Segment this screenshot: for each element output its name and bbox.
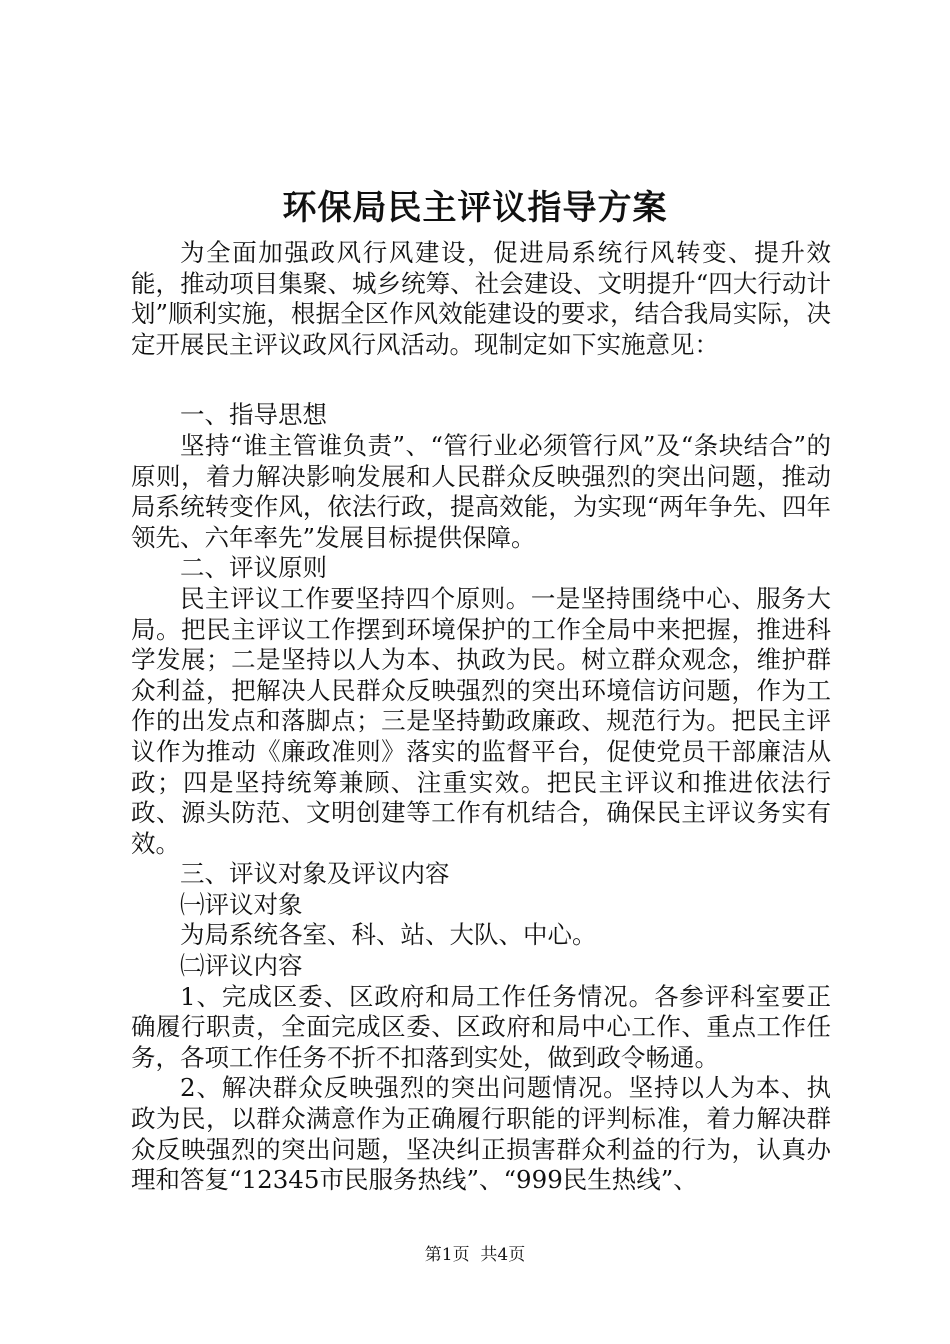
subheading-content: ㈡评议内容 (180, 951, 303, 981)
page-footer: 第1页 共4页 (424, 1245, 526, 1265)
paragraph-content-item-1: 1、完成区委、区政府和局工作任务情况。各参评科室要正确履行职责，全面完成区委、区政府和局中心工作、重点工作任务，各项工作任务不折不扣落到实处，做到政令畅通。 (131, 981, 831, 1072)
paragraph-guiding-thought: 坚持“谁主管谁负责”、“管行业必须管行风”及“条块结合”的原则，着力解决影响发展和人民群众反映强烈的突出问题，推动局系统转变作风，依法行政，提高效能，为实现“两年争先、四年领先、六年率先”发展目标提供保障。 (131, 430, 831, 552)
document-title: 环保局民主评议指导方案 (282, 188, 668, 228)
section-heading-objects-content: 三、评议对象及评议内容 (180, 859, 450, 889)
paragraph-objects: 为局系统各室、科、站、大队、中心。 (180, 920, 597, 950)
document-body (131, 238, 831, 1196)
section-heading-guiding-thought: 一、指导思想 (180, 400, 327, 430)
intro-paragraph: 为全面加强政风行风建设，促进局系统行风转变、提升效能，推动项目集聚、城乡统筹、社会建设、文明提升“四大行动计划”顺利实施，根据全区作风效能建设的要求，结合我局实际，决定开展民主评议政风行风活动。现制定如下实施意见： (131, 238, 831, 359)
paragraph-content-item-2: 2、解决群众反映强烈的突出问题情况。坚持以人为本、执政为民，以群众满意作为正确履行职能的评判标准，着力解决群众反映强烈的突出问题，坚决纠正损害群众利益的行为，认真办理和答复“12345市民服务热线”、“999民生热线”、 (131, 1073, 831, 1195)
paragraph-principles: 民主评议工作要坚持四个原则。一是坚持围绕中心、服务大局。把民主评议工作摆到环境保护的工作全局中来把握，推进科学发展；二是坚持以人为本、执政为民。树立群众观念，维护群众利益，把解决人民群众反映强烈的突出环境信访问题，作为工作的出发点和落脚点；三是坚持勤政廉政、规范行为。把民主评议作为推动《廉政准则》落实的监督平台，促使党员干部廉洁从政；四是坚持统筹兼顾、注重实效。把民主评议和推进依法行政、源头防范、文明创建等工作有机结合，确保民主评议务实有效。 (131, 583, 831, 858)
section-heading-principles: 二、评议原则 (180, 553, 327, 583)
subheading-objects: ㈠评议对象 (180, 889, 303, 919)
